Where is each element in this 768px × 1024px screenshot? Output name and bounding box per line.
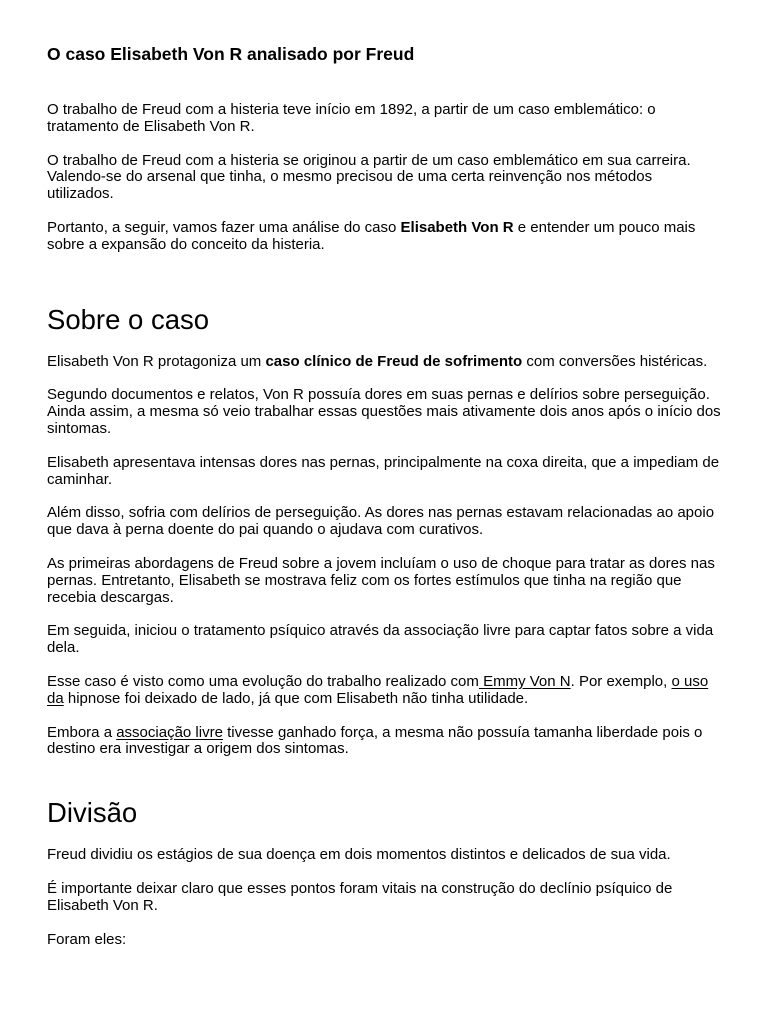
intro-paragraph-3-text-after: e entender um pouco mais sobre a expansão do conceito da histeria. — [47, 218, 696, 253]
sobre-paragraph-1-text-before: Elisabeth Von R protagoniza um — [47, 352, 266, 370]
sobre-paragraph-7-text-before: Esse caso é visto como uma evolução do trabalho realizado com — [47, 672, 479, 690]
divisao-paragraph-3: Foram eles: — [47, 930, 127, 948]
section-heading-sobre-o-caso: Sobre o caso — [47, 303, 210, 335]
o-uso-da-link[interactable]: o uso da — [47, 672, 709, 707]
section-heading-divisao: Divisão — [47, 797, 138, 829]
intro-paragraph-3-bold: Elisabeth Von R — [400, 218, 514, 236]
divisao-paragraph-2: É importante deixar claro que esses pontos foram vitais na construção do declínio psíquico de Elisabeth Von R. — [47, 879, 673, 914]
sobre-paragraph-8-text-before: Embora a — [47, 723, 117, 741]
sobre-paragraph-2: Segundo documentos e relatos, Von R possuía dores em suas pernas e delírios sobre perseguição. Ainda assim, a mesma só veio trabalhar essas questões mais ativamente dois anos após o início dos sintomas. — [47, 386, 721, 437]
divisao-paragraph-1: Freud dividiu os estágios de sua doença em dois momentos distintos e delicados de sua vida. — [47, 846, 671, 864]
sobre-paragraph-1-bold: caso clínico de Freud de sofrimento — [265, 352, 523, 370]
sobre-paragraph-3: Elisabeth apresentava intensas dores nas pernas, principalmente na coxa direita, que a impediam de caminhar. — [47, 453, 720, 488]
intro-paragraph-1: O trabalho de Freud com a histeria teve início em 1892, a partir de um caso emblemático: o tratamento de Elisabeth Von R. — [47, 101, 656, 135]
document-title: O caso Elisabeth Von R analisado por Freud — [47, 44, 415, 64]
sobre-paragraph-7 — [47, 674, 721, 708]
sobre-paragraph-1-text-after: com conversões histéricas. — [522, 352, 708, 370]
intro-paragraph-3-text-before: Portanto, a seguir, vamos fazer uma análise do caso — [47, 218, 401, 236]
sobre-paragraph-1 — [47, 354, 721, 371]
sobre-paragraph-5: As primeiras abordagens de Freud sobre a jovem incluíam o uso de choque para tratar as dores nas pernas. Entretanto, Elisabeth se mostrava feliz com os fortes estímulos que tinha na região que recebia descargas. — [47, 554, 715, 606]
associacao-livre-link[interactable]: associação livre — [116, 723, 223, 741]
sobre-paragraph-7-text-middle: . Por exemplo, — [570, 672, 672, 690]
sobre-paragraph-8 — [47, 725, 721, 759]
intro-paragraph-3 — [47, 220, 721, 254]
sobre-paragraph-4: Além disso, sofria com delírios de perseguição. As dores nas pernas estavam relacionadas ao apoio que dava à perna doente do pai quando o ajudava com curativos. — [47, 504, 715, 539]
emmy-von-n-link[interactable]: Emmy Von N — [478, 672, 571, 690]
intro-paragraph-2: O trabalho de Freud com a histeria se originou a partir de um caso emblemático em sua carreira. Valendo-se do arsenal que tinha, o mesmo precisou de uma certa reinvenção nos métodos utilizados. — [47, 151, 691, 203]
sobre-paragraph-7-text-after: hipnose foi deixado de lado, já que com Elisabeth não tinha utilidade. — [63, 689, 529, 707]
sobre-paragraph-8-text-after: tivesse ganhado força, a mesma não possuía tamanha liberdade pois o destino era investigar a origem dos sintomas. — [47, 723, 703, 758]
sobre-paragraph-6: Em seguida, iniciou o tratamento psíquico através da associação livre para captar fatos sobre a vida dela. — [47, 622, 714, 657]
